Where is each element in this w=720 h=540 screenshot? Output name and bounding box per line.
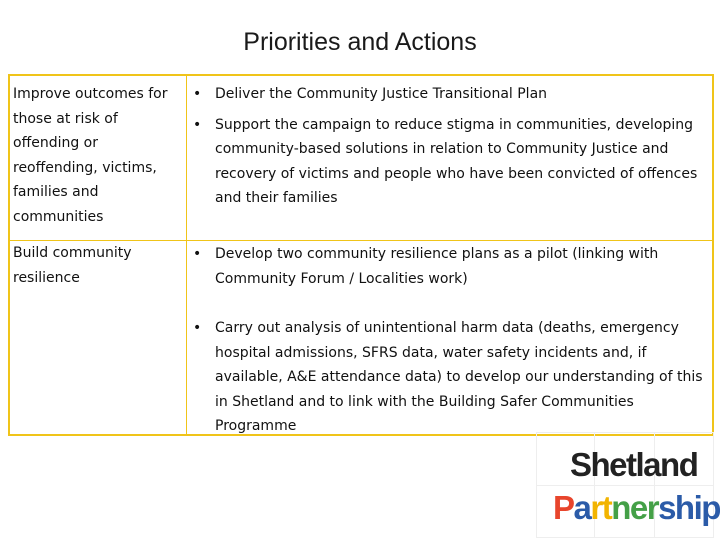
- action-item: • Deliver the Community Justice Transitional Plan: [190, 82, 712, 107]
- priorities-table: [8, 74, 714, 436]
- page-title: Priorities and Actions: [243, 28, 477, 56]
- column-divider: [186, 76, 187, 434]
- priority-cell-1: [10, 82, 186, 229]
- action-item: • Carry out analysis of unintentional harm data (deaths, emergency hospital admissions, SFRS data, water safety incidents and, if available, A&E attendance data) to develop our understanding of this in Shetland and to link with the Building Safer Communities Programme: [190, 316, 712, 439]
- bullet-icon: •: [193, 86, 202, 102]
- actions-cell-2: [190, 242, 712, 439]
- actions-cell-1: [190, 82, 712, 211]
- action-item: • Develop two community resilience plans as a pilot (linking with Community Forum / Localities work): [190, 242, 712, 291]
- priority-label: Improve outcomes for those at risk of offending or reoffending, victims, families and communities: [13, 86, 168, 225]
- partnership-logo-text: Partnership: [553, 489, 720, 526]
- bullet-icon: •: [193, 116, 202, 133]
- priority-label: Build community resilience: [13, 245, 132, 286]
- bullet-icon: •: [193, 320, 202, 336]
- priority-cell-2: [10, 241, 186, 290]
- shetland-logo-text: Shetland: [570, 446, 698, 483]
- action-item: • Support the campaign to reduce stigma in communities, developing community-based solutions in relation to Community Justice and recovery of victims and people who have been convicted of offences and their families: [190, 113, 712, 211]
- bullet-icon: •: [193, 246, 202, 262]
